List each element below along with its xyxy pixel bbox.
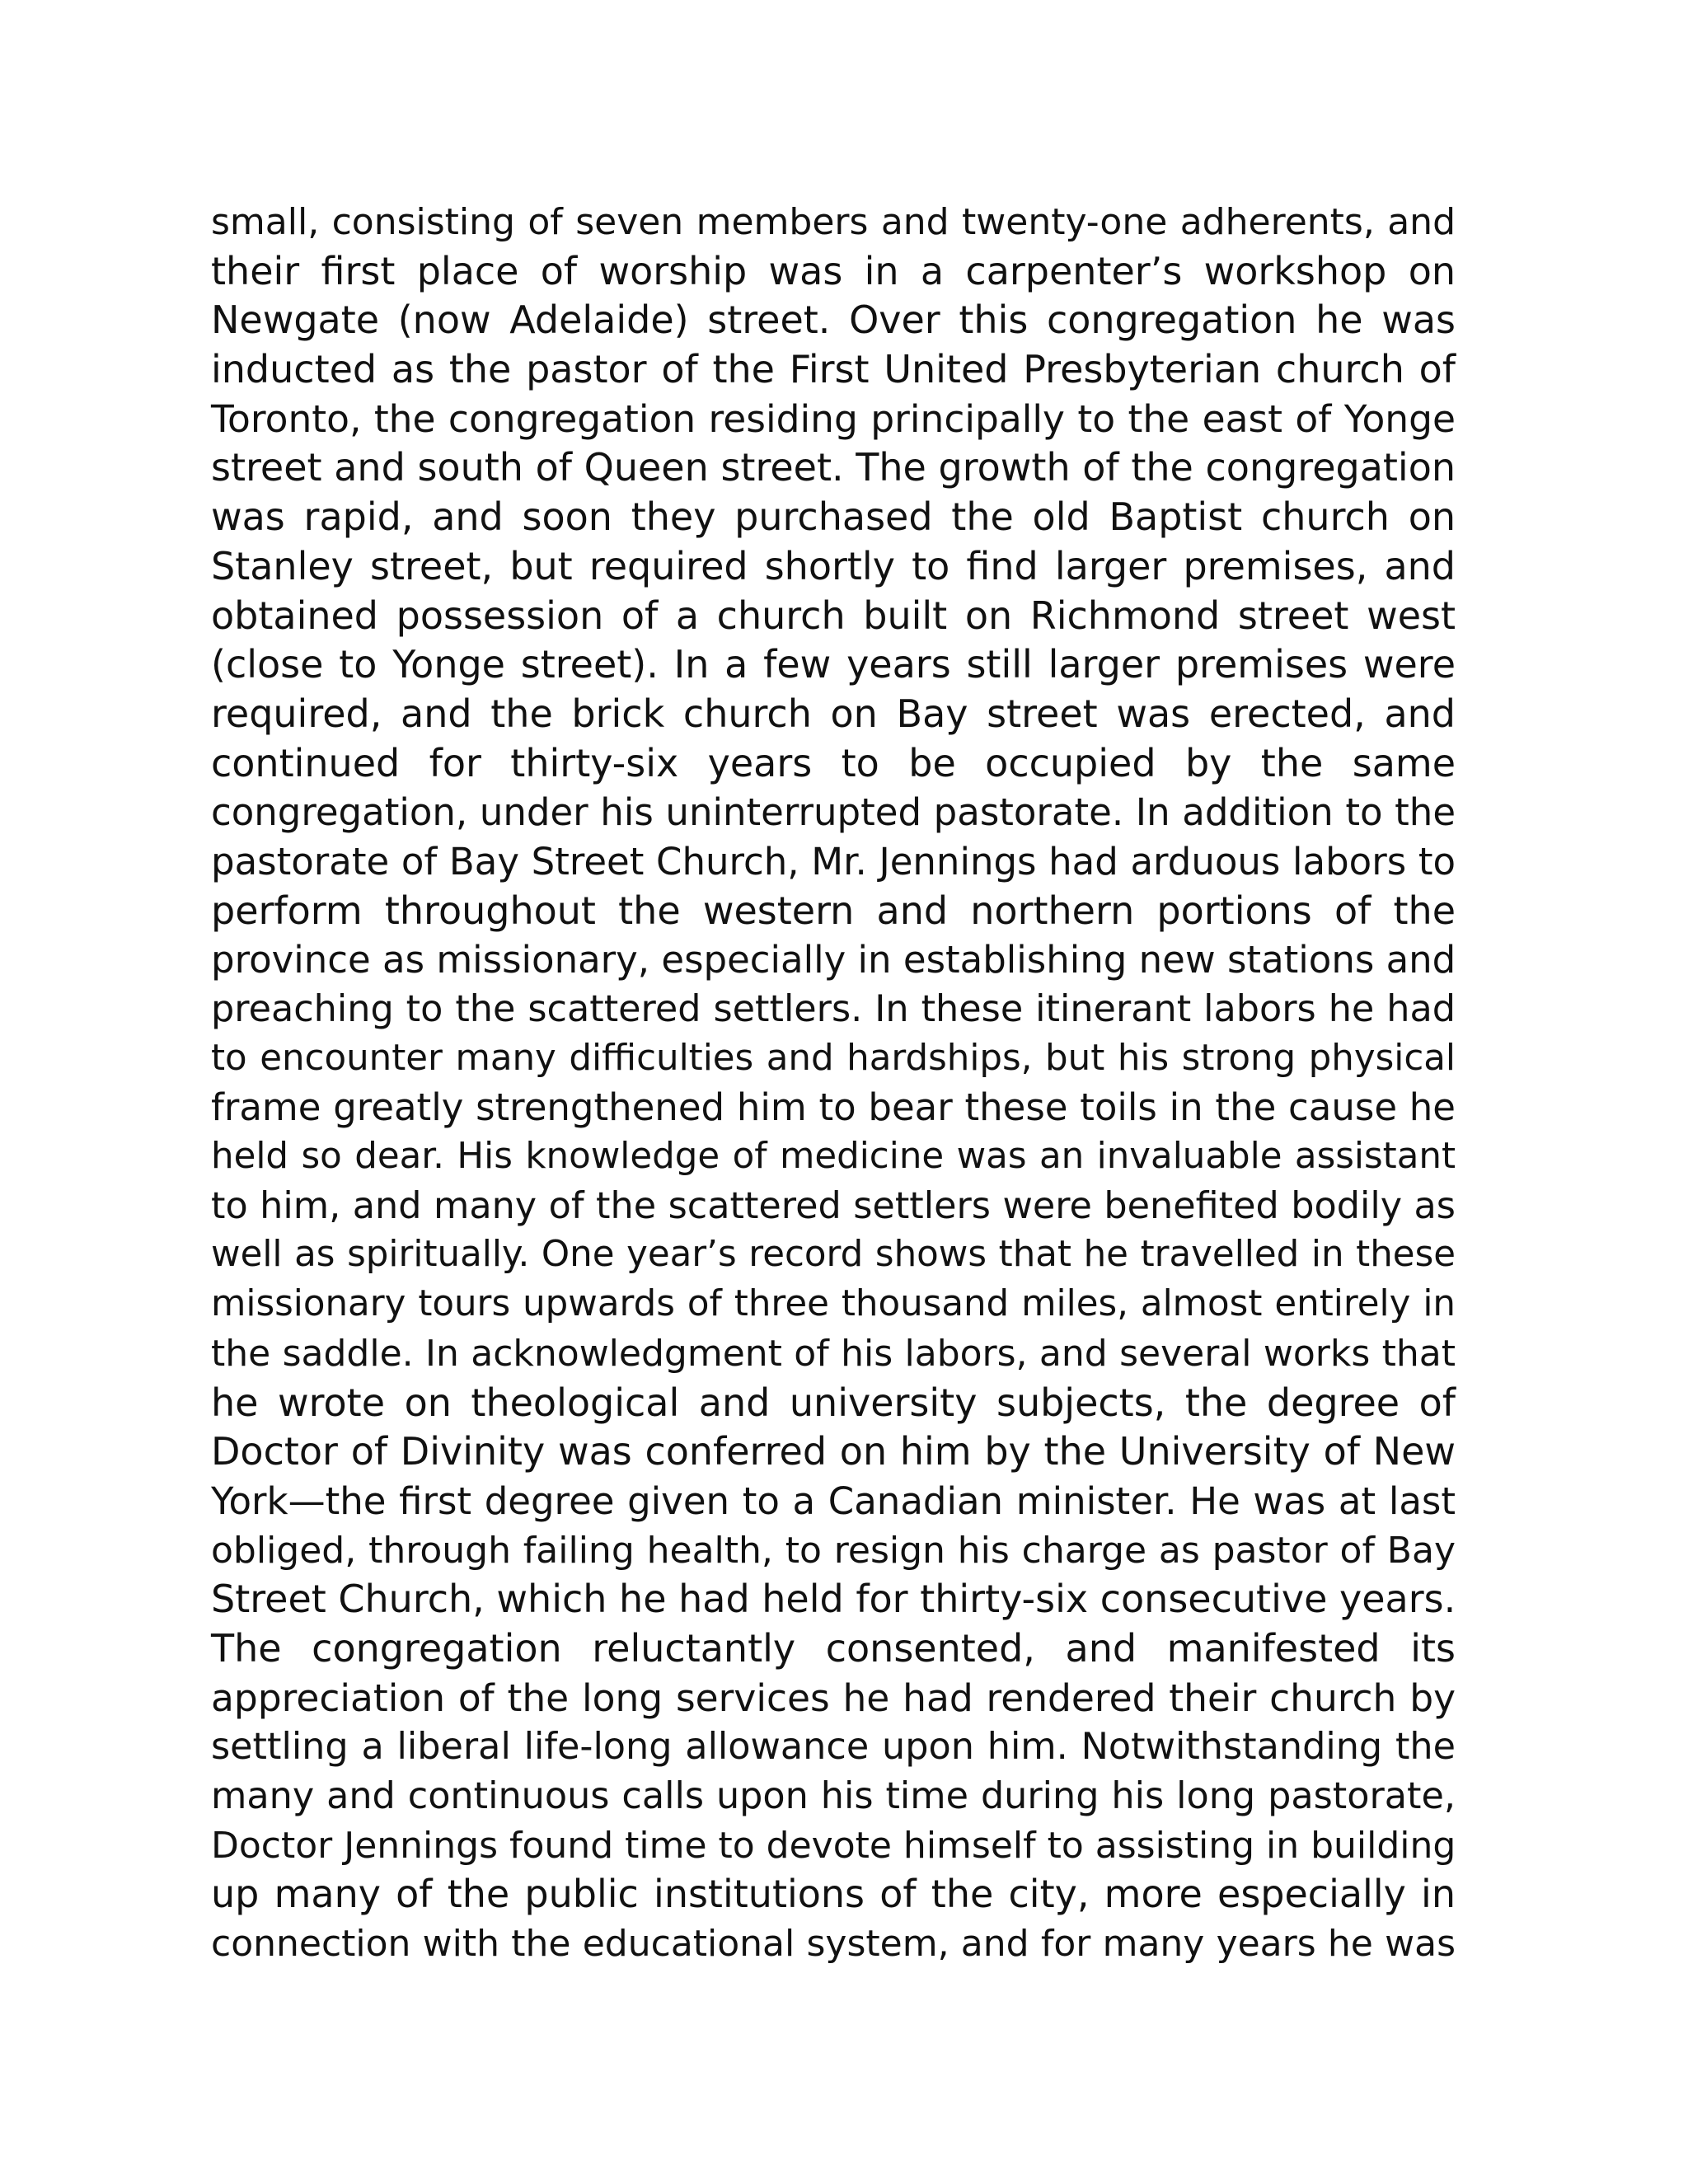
text-line: Street Church, which he had held for thirty-six consecutive years. (211, 1577, 1456, 1622)
text-line: appreciation of the long services he had rendered their church by (211, 1675, 1456, 1720)
text-line: street and south of Queen street. The growth of the congregation (211, 445, 1456, 490)
text-line: the saddle. In acknowledgment of his labors, and several works that (211, 1332, 1456, 1375)
text-line: up many of the public institutions of the city, more especially in (211, 1872, 1456, 1917)
text-line: perform throughout the western and northern portions of the (211, 888, 1456, 933)
text-line: connection with the educational system, and for many years he was (211, 1923, 1456, 1966)
text-line: (close to Yonge street). In a few years still larger premises were (211, 642, 1456, 687)
text-line: required, and the brick church on Bay street was erected, and (211, 691, 1456, 736)
text-line: congregation, under his uninterrupted pastorate. In addition to the (211, 790, 1456, 835)
text-line: obliged, through failing health, to resign his charge as pastor of Bay (211, 1529, 1456, 1572)
text-line: obtained possession of a church built on Richmond street west (211, 593, 1456, 638)
text-line: he wrote on theological and university subjects, the degree of (211, 1380, 1456, 1425)
text-line: Doctor Jennings found time to devote himself to assisting in building (211, 1824, 1456, 1867)
body-text (211, 198, 1456, 1969)
text-line: their first place of worship was in a carpenter’s workshop on (211, 248, 1456, 293)
text-line: frame greatly strengthened him to bear these toils in the cause he (211, 1085, 1456, 1130)
text-line: to him, and many of the scattered settlers were benefited bodily as (211, 1184, 1456, 1227)
text-line: well as spiritually. One year’s record shows that he travelled in these (211, 1234, 1456, 1276)
text-line: inducted as the pastor of the First United Presbyterian church of (211, 347, 1456, 392)
text-line: Newgate (now Adelaide) street. Over this congregation he was (211, 298, 1456, 343)
text-line: province as missionary, especially in establishing new stations and (211, 938, 1456, 982)
text-line: settling a liberal life-long allowance upon him. Notwithstanding the (211, 1726, 1456, 1769)
text-line: missionary tours upwards of three thousand miles, almost entirely in (211, 1283, 1456, 1325)
text-line: many and continuous calls upon his time during his long pastorate, (211, 1775, 1456, 1817)
text-line: to encounter many difficulties and hardships, but his strong physical (211, 1037, 1456, 1079)
text-line: small, consisting of seven members and twenty-one adherents, and (211, 201, 1456, 243)
text-line: Doctor of Divinity was conferred on him by the University of New (211, 1429, 1456, 1474)
text-line: pastorate of Bay Street Church, Mr. Jennings had arduous labors to (211, 839, 1456, 883)
text-line: preaching to the scattered settlers. In these itinerant labors he had (211, 988, 1456, 1030)
text-line: held so dear. His knowledge of medicine was an invaluable assistant (211, 1136, 1456, 1178)
text-line: The congregation reluctantly consented, and manifested its (211, 1625, 1456, 1671)
text-line: continued for thirty-six years to be occupied by the same (211, 740, 1456, 785)
text-line: was rapid, and soon they purchased the old Baptist church on (211, 494, 1456, 540)
text-line: Stanley street, but required shortly to find larger premises, and (211, 543, 1456, 588)
text-line: Toronto, the congregation residing principally to the east of Yonge (211, 396, 1456, 441)
text-line: York—the first degree given to a Canadian minister. He was at last (211, 1479, 1456, 1523)
